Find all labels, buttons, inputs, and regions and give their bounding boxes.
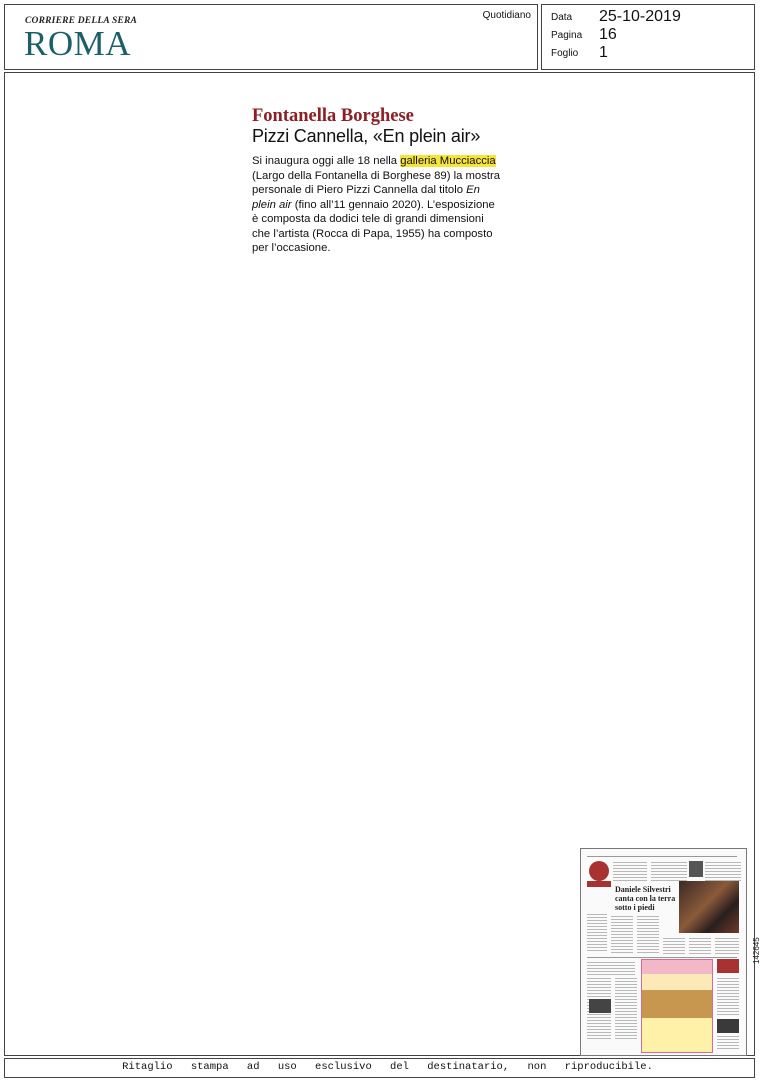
thumb-text-column [637,915,659,955]
article-kicker: Fontanella Borghese [252,106,414,126]
footer-disclaimer: Ritaglio stampa ad uso esclusivo del destinatario, non riproducibile. [122,1061,653,1073]
thumb-advertisement [641,959,713,1053]
thumb-text-column [587,961,635,975]
thumb-text-column [663,937,685,955]
header-meta-box [541,4,755,70]
thumb-rule [587,856,737,857]
thumb-text-column [715,937,739,955]
thumb-small-photo [689,861,703,877]
masthead-small: CORRIERE DELLA SERA [25,16,138,26]
edition-type: Quotidiano [482,10,531,21]
sheet-label: Foglio [551,48,579,59]
thumb-logo-image [589,861,609,881]
body-text-mid: (Largo della Fontanella di Borghese 89) la mostra personale di Piero Pizzi Cannella dal titolo [252,169,501,196]
thumb-text-column [615,977,637,1041]
page-value: 16 [599,26,617,43]
page-label: Pagina [551,30,583,41]
thumb-text-column [705,861,741,881]
date-value: 25-10-2019 [599,8,681,25]
thumb-section-tag [587,881,611,887]
side-code: 142645 [752,937,761,964]
thumb-guitar-photo [679,881,739,933]
thumb-text-column [613,861,647,883]
thumb-text-column [587,913,607,953]
page-thumbnail [580,848,747,1056]
thumb-text-column [689,937,711,955]
date-label: Data [551,12,573,23]
masthead-logo: ROMA [24,24,132,63]
thumb-text-column [717,977,739,1017]
sheet-value: 1 [599,44,608,61]
article-body [252,154,504,256]
thumb-small-photo [589,999,611,1013]
thumb-small-photo [717,959,739,973]
article-headline: Pizzi Cannella, «En plein air» [252,126,481,146]
thumb-text-column [611,915,633,955]
body-text-post: (fino all’11 gennaio 2020). L’esposizione è composta da dodici tele di grandi dimensioni che l’artista (Rocca di Papa, 1955) ha composto per l’occasione. [252,198,495,254]
thumb-text-column [651,861,687,883]
body-text-pre: Si inaugura oggi alle 18 nella [252,155,401,167]
thumb-rule [587,957,737,958]
header-masthead-box [4,4,538,70]
highlighted-gallery-name: galleria Mucciaccia [400,155,496,167]
exhibition-title: En plein air [252,184,480,211]
thumb-headline: Daniele Silvestri canta con la terra sotto i piedi [615,885,676,912]
thumb-text-column [717,1035,739,1051]
thumb-small-photo [717,1019,739,1033]
